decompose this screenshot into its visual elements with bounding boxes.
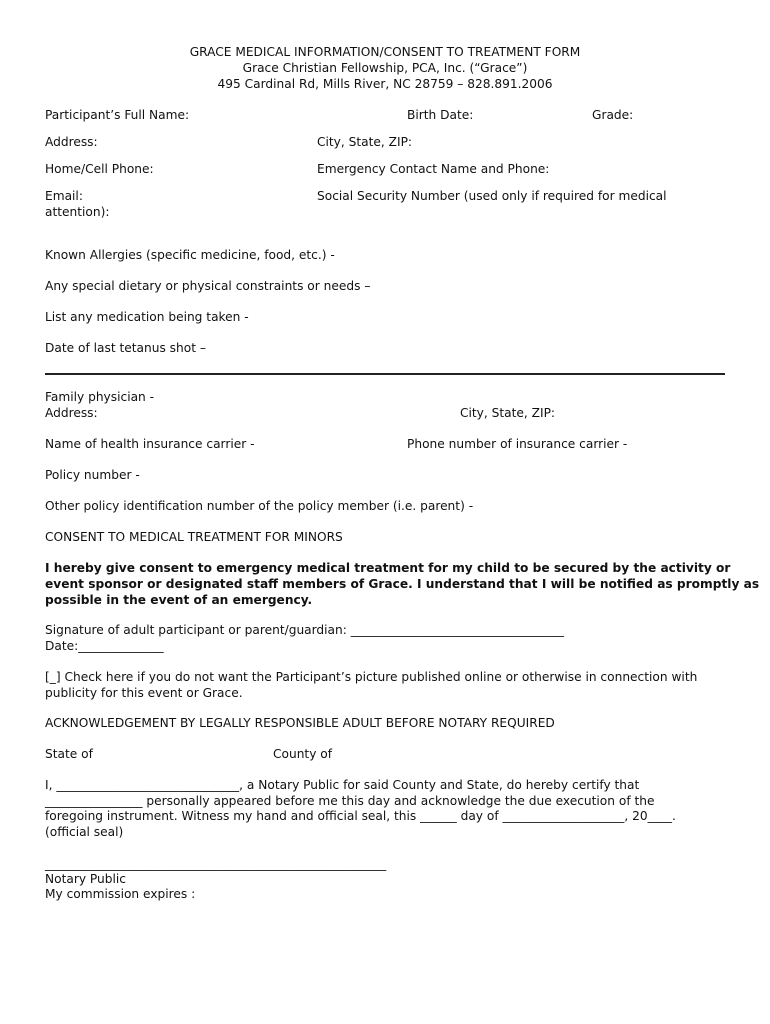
medication-label: List any medication being taken - <box>45 310 249 324</box>
state-label: State of <box>45 747 93 761</box>
city-state-zip-label: City, State, ZIP: <box>317 135 413 149</box>
ssn-label: Social Security Number (used only if required for medical <box>317 189 667 203</box>
other-policy-label: Other policy identification number of the policy member (i.e. parent) - <box>45 499 474 513</box>
address-label: Address: <box>45 135 98 149</box>
organization-name: Grace Christian Fellowship, PCA, Inc. (“Grace”) <box>242 61 528 75</box>
grade-label: Grade: <box>592 108 634 122</box>
tetanus-label: Date of last tetanus shot – <box>45 341 206 355</box>
organization-address: 495 Cardinal Rd, Mills River, NC 28759 – 828.891.2006 <box>217 77 553 91</box>
physician-address-label: Address: <box>45 406 98 420</box>
insurance-phone-label: Phone number of insurance carrier - <box>407 437 628 451</box>
policy-number-label: Policy number - <box>45 468 140 482</box>
dietary-label: Any special dietary or physical constraints or needs – <box>45 279 371 293</box>
emergency-contact-label: Emergency Contact Name and Phone: <box>317 162 550 176</box>
notary-statement-line-2: ________________ personally appeared before me this day and acknowledge the due execution of the <box>45 794 655 808</box>
notary-signature-line[interactable]: ________________________________________________________ <box>45 857 387 871</box>
signature-field[interactable]: Signature of adult participant or parent/guardian: ___________________________________ <box>45 623 565 637</box>
photo-opt-out-text: publicity for this event or Grace. <box>45 686 243 700</box>
form-title: GRACE MEDICAL INFORMATION/CONSENT TO TREATMENT FORM <box>189 45 581 59</box>
notary-statement-line-1: I, ______________________________, a Notary Public for said County and State, do hereby certify that <box>45 778 640 792</box>
consent-text-line-3: possible in the event of an emergency. <box>45 593 313 607</box>
email-label: Email: <box>45 189 83 203</box>
ssn-label-continued: attention): <box>45 205 110 219</box>
full-name-label: Participant’s Full Name: <box>45 108 190 122</box>
physician-city-state-zip-label: City, State, ZIP: <box>460 406 556 420</box>
consent-text-line-2: event sponsor or designated staff members of Grace. I understand that I will be notified as promptly as <box>45 577 760 591</box>
allergies-label: Known Allergies (specific medicine, food, etc.) - <box>45 248 335 262</box>
county-label: County of <box>273 747 333 761</box>
notary-statement-line-3: foregoing instrument. Witness my hand and official seal, this ______ day of ____________________, 20____. <box>45 809 676 823</box>
section-divider <box>45 373 725 375</box>
notary-heading: ACKNOWLEDGEMENT BY LEGALLY RESPONSIBLE ADULT BEFORE NOTARY REQUIRED <box>45 716 555 730</box>
birth-date-label: Birth Date: <box>407 108 474 122</box>
commission-expires-label: My commission expires : <box>45 887 196 901</box>
phone-label: Home/Cell Phone: <box>45 162 154 176</box>
official-seal-label: (official seal) <box>45 825 124 839</box>
notary-public-label: Notary Public <box>45 872 126 886</box>
date-field[interactable]: Date:______________ <box>45 639 164 653</box>
insurance-carrier-label: Name of health insurance carrier - <box>45 437 255 451</box>
consent-text-line-1: I hereby give consent to emergency medical treatment for my child to be secured by the activity or <box>45 561 731 575</box>
photo-opt-out-checkbox[interactable]: [_] Check here if you do not want the Participant’s picture published online or otherwise in connection with <box>45 670 698 684</box>
physician-label: Family physician - <box>45 390 155 404</box>
consent-heading: CONSENT TO MEDICAL TREATMENT FOR MINORS <box>45 530 343 544</box>
